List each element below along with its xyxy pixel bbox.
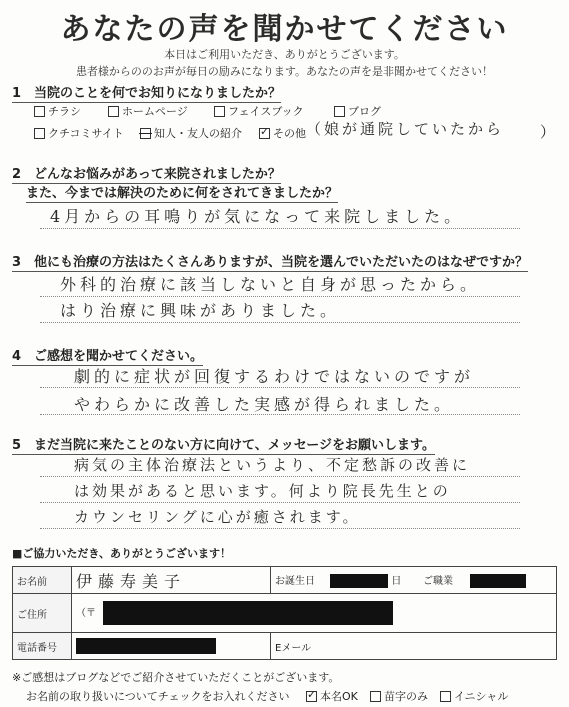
option-surname-only[interactable]: 苗字のみ (370, 688, 428, 704)
other-answer-close: ） (540, 123, 556, 141)
birthday-suffix: 日 (391, 576, 402, 587)
q5-answer-2: は効果があると思います。何より院長先生との (74, 482, 451, 500)
question-5: 5 まだ当院に来たことのない方に向けて、メッセージをお願いします。 (12, 438, 435, 453)
page-title: あなたの声を聞かせてください (60, 12, 509, 47)
checkbox-referral[interactable] (140, 128, 151, 139)
redacted-job (470, 574, 526, 588)
blog-notice: ※ご感想はブログなどでご紹介させていただくことがございます。 (12, 671, 340, 684)
checkbox-surname-only[interactable] (370, 691, 381, 702)
option-other[interactable]: ✓ その他 (259, 125, 306, 141)
job-label: ご職業 (423, 576, 453, 587)
q3-answer-2: はり治療に興味がありました。 (60, 301, 341, 320)
checkbox-facebook[interactable] (214, 106, 225, 117)
q5-answer-1: 病気の主体治療法というより、不定愁訴の改善に (74, 456, 471, 474)
question-2-line-2: また、今までは解決のために何をされてきましたか？ (26, 186, 339, 201)
answer-line (40, 322, 520, 323)
answer-line (40, 296, 520, 297)
intro-line-2: 患者様からののお声が毎日の励みになります。あなたの声を是非聞かせてください！ (75, 65, 494, 78)
intro-line-1: 本日はご利用いただき、ありがとうございます。 (164, 48, 405, 61)
option-blog[interactable]: ブログ (334, 103, 381, 119)
checkbox-homepage[interactable] (108, 106, 119, 117)
answer-line (40, 476, 520, 477)
birthday-label: お誕生日 (275, 576, 315, 587)
checkbox-other[interactable] (259, 128, 270, 139)
q2-answer-1: 4月からの耳鳴りが気になって来院しました。 (50, 207, 465, 226)
q4-answer-2: やわらかに改善した実感が得られました。 (74, 395, 455, 414)
option-flyer[interactable]: チラシ (34, 103, 81, 119)
checkbox-real-name[interactable] (306, 691, 317, 702)
address-label: ご住所 (13, 594, 72, 633)
email-label: Eメール (275, 642, 312, 654)
answer-line (40, 228, 520, 229)
q3-answer-1: 外科的治療に該当しないと自身が思ったから。 (60, 275, 481, 294)
phone-field[interactable] (72, 633, 271, 660)
answer-line (40, 387, 520, 388)
answer-line (40, 528, 520, 529)
checkbox-blog[interactable] (334, 106, 345, 117)
postal-prefix: （〒 (76, 608, 96, 619)
question-3: 3 他にも治療の方法はたくさんありますが、当院を選んでいただいたのはなぜですか？ (12, 255, 529, 270)
question-1: 1 当院のことを何でお知りになりましたか？ (12, 86, 282, 101)
thanks-heading: ■ご協力いただき、ありがとうございます！ (12, 547, 231, 560)
redacted-address (103, 601, 393, 625)
name-value: 伊藤寿美子 (76, 571, 187, 591)
name-label: お名前 (13, 567, 72, 594)
address-field[interactable] (72, 594, 557, 633)
redacted-phone (76, 638, 216, 654)
birthday-field[interactable] (271, 567, 420, 594)
question-2-line-1: 2 どんなお悩みがあって来院されましたか？ (12, 167, 281, 182)
email-field[interactable] (271, 633, 557, 660)
checkbox-review-site[interactable] (34, 128, 45, 139)
q4-answer-1: 劇的に症状が回復するわけではないのですが (74, 367, 475, 386)
other-answer: （娘が通院していたから (306, 120, 505, 138)
option-review-site[interactable]: クチコミサイト (34, 125, 124, 141)
name-handling-label: お名前の取り扱いについてチェックをお入れください (26, 690, 290, 703)
answer-line (40, 502, 520, 503)
question-4: 4 ご感想を聞かせてください。 (12, 349, 204, 364)
q5-answer-3: カウンセリングに心が癒されます。 (74, 508, 361, 526)
option-real-name[interactable]: ✓ 本名OK (306, 688, 358, 704)
redacted-birthday (330, 574, 388, 588)
option-initials[interactable]: イニシャル (440, 688, 508, 704)
contact-info-table (12, 566, 557, 660)
checkbox-flyer[interactable] (34, 106, 45, 117)
option-facebook[interactable]: フェイスブック (214, 103, 304, 119)
name-field[interactable] (72, 567, 271, 594)
checkbox-initials[interactable] (440, 691, 451, 702)
option-referral[interactable]: 知人・友人の紹介 (140, 125, 242, 141)
phone-label: 電話番号 (13, 633, 72, 660)
option-homepage[interactable]: ホームページ (108, 103, 188, 119)
job-field[interactable] (419, 567, 557, 594)
